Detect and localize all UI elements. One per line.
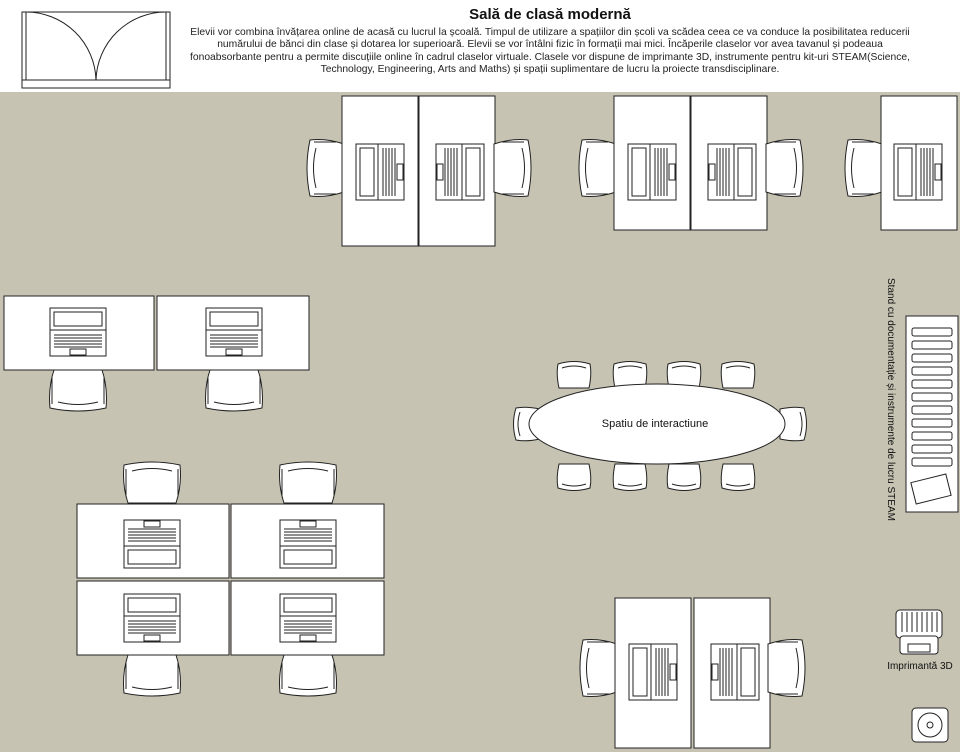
door-swing-icon <box>22 12 170 88</box>
chair <box>124 462 181 503</box>
chair <box>307 140 344 197</box>
chair <box>766 140 803 197</box>
chair <box>280 655 337 696</box>
steam-stand <box>906 316 958 512</box>
laptop <box>708 144 756 200</box>
chair <box>845 140 882 197</box>
page-title: Sală de clasă modernă <box>469 6 631 23</box>
chair <box>580 640 617 697</box>
laptop <box>711 644 759 700</box>
laptop <box>50 308 106 356</box>
laptop <box>356 144 404 200</box>
desk-single-top-right <box>845 96 957 230</box>
laptop <box>629 644 677 700</box>
laptop <box>894 144 942 200</box>
chair <box>667 464 701 491</box>
laptop <box>628 144 676 200</box>
printer-label: Imprimantă 3D <box>887 661 953 672</box>
desk-row-left-middle <box>4 296 309 411</box>
desk-pair-top-left <box>307 96 531 246</box>
laptop <box>280 594 336 642</box>
chair <box>50 370 107 411</box>
desk-pair-bottom <box>580 598 805 748</box>
chair <box>494 140 531 197</box>
chair <box>579 140 616 197</box>
chair <box>613 464 647 491</box>
laptop <box>124 594 180 642</box>
stand-binders <box>912 328 952 466</box>
laptop <box>436 144 484 200</box>
laptop <box>206 308 262 356</box>
chair <box>206 370 263 411</box>
chair <box>557 464 591 491</box>
chair <box>280 462 337 503</box>
interaction-table-label: Spatiu de interactiune <box>601 418 709 430</box>
disc-icon <box>912 708 948 742</box>
laptop <box>124 520 180 568</box>
chair <box>557 362 591 389</box>
chair <box>768 640 805 697</box>
chair <box>721 362 755 389</box>
desk-pair-top-middle <box>579 96 803 230</box>
laptop <box>280 520 336 568</box>
chair <box>124 655 181 696</box>
3d-printer-icon <box>896 610 942 654</box>
desk-group-bottom-left <box>77 462 384 696</box>
chair <box>721 464 755 491</box>
stand-label: Stand cu documentație și instrumente de lucru STEAM <box>885 278 896 521</box>
page-description: Elevii vor combina învățarea online de acasă cu lucrul la școală. Timpul de utilizare a spațiilor din școli va scădea ceea ce va conduce la posibilitatea reducerii numărului de bănci din clase și dotarea lor superioară. Elevii se vor întâlni fizic în formații mai mici. Încăperile claselor vor avea tavanul și podeaua fonoabsorbante pentru a permite discuțiile online în cadrul claselor virtuale. Clasele vor dispune de imprimante 3D, instrumente pentru kit-uri STEAM(Science, Technology, Engineering, Arts and Maths) și spații suplimentare de lucru la proiecte transdisciplinare. <box>190 27 910 75</box>
